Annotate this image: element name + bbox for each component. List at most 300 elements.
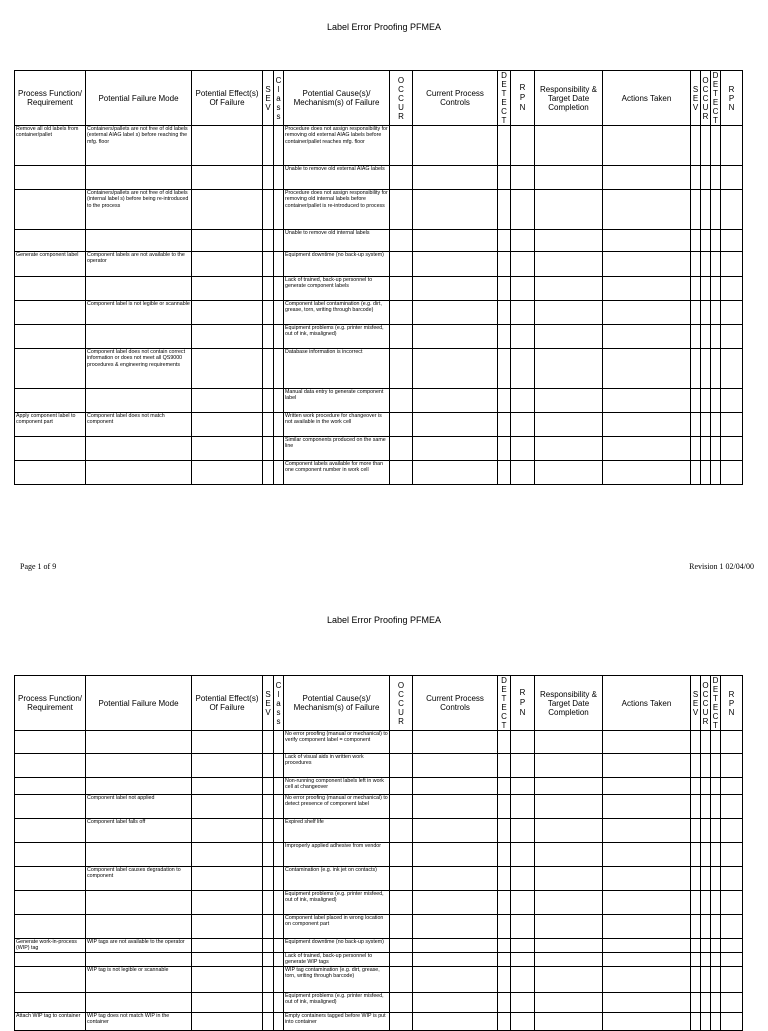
cell-class [274, 778, 284, 795]
cell-occur [390, 1013, 413, 1031]
cell-sev [263, 953, 274, 967]
cell-occur2 [701, 993, 711, 1013]
cell-effect [192, 1013, 263, 1031]
cell-sev [263, 301, 274, 325]
cell-detect [498, 461, 511, 485]
cell-effect [192, 389, 263, 413]
cell-sev [263, 915, 274, 939]
cell-sev2 [691, 413, 701, 437]
header-detect-2: D E T E C T [711, 71, 721, 126]
cell-sev2 [691, 325, 701, 349]
header-actions-taken: Actions Taken [603, 71, 691, 126]
cell-mode: Component label falls off [86, 819, 192, 843]
cell-occur [390, 754, 413, 778]
cell-effect [192, 754, 263, 778]
cell-rpn2 [721, 795, 743, 819]
cell-occur2 [701, 778, 711, 795]
cell-sev [263, 413, 274, 437]
cell-func [15, 967, 86, 993]
cell-controls [413, 277, 498, 301]
cell-rpn2 [721, 190, 743, 230]
cell-effect [192, 461, 263, 485]
pfmea-table-page-2 [14, 675, 743, 1031]
cell-detect [498, 915, 511, 939]
cell-detect2 [711, 843, 721, 867]
cell-mode: WIP tag does not match WIP in the container [86, 1013, 192, 1031]
cell-detect [498, 252, 511, 277]
cell-cause: Non-running component labels left in work cell at changeover [284, 778, 390, 795]
cell-resp [535, 301, 603, 325]
table-row [15, 166, 743, 190]
header-detect: D E T E C T [498, 676, 511, 731]
cell-resp [535, 778, 603, 795]
cell-mode: WIP tags are not available to the operator [86, 939, 192, 953]
cell-occur2 [701, 301, 711, 325]
cell-rpn2 [721, 867, 743, 891]
cell-occur [390, 819, 413, 843]
cell-resp [535, 1013, 603, 1031]
cell-actions [603, 754, 691, 778]
cell-func [15, 301, 86, 325]
cell-controls [413, 915, 498, 939]
cell-mode [86, 891, 192, 915]
cell-occur [390, 915, 413, 939]
header-responsibility: Responsibility & Target Date Completion [535, 676, 603, 731]
cell-controls [413, 166, 498, 190]
cell-detect2 [711, 349, 721, 389]
cell-actions [603, 939, 691, 953]
cell-cause: Similar components produced on the same line [284, 437, 390, 461]
header-occur-2: O C C U R [701, 676, 711, 731]
cell-detect2 [711, 867, 721, 891]
cell-class [274, 915, 284, 939]
header-responsibility: Responsibility & Target Date Completion [535, 71, 603, 126]
cell-class [274, 252, 284, 277]
cell-controls [413, 252, 498, 277]
cell-controls [413, 190, 498, 230]
cell-rpn2 [721, 939, 743, 953]
cell-detect [498, 993, 511, 1013]
cell-class [274, 190, 284, 230]
cell-func [15, 166, 86, 190]
cell-class [274, 126, 284, 166]
cell-func [15, 437, 86, 461]
cell-mode: Component labels are not available to the operator [86, 252, 192, 277]
cell-occur2 [701, 967, 711, 993]
cell-actions [603, 277, 691, 301]
table-row [15, 795, 743, 819]
cell-sev [263, 939, 274, 953]
cell-rpn [511, 967, 535, 993]
cell-mode [86, 778, 192, 795]
cell-detect [498, 754, 511, 778]
cell-actions [603, 967, 691, 993]
cell-rpn [511, 939, 535, 953]
cell-sev2 [691, 795, 701, 819]
cell-actions [603, 166, 691, 190]
cell-cause: No error proofing (manual or mechanical) to detect presence of component label [284, 795, 390, 819]
cell-detect [498, 230, 511, 252]
cell-effect [192, 252, 263, 277]
cell-effect [192, 325, 263, 349]
cell-class [274, 967, 284, 993]
cell-actions [603, 819, 691, 843]
cell-rpn2 [721, 461, 743, 485]
cell-class [274, 891, 284, 915]
cell-rpn2 [721, 1013, 743, 1031]
table-row [15, 939, 743, 953]
cell-effect [192, 126, 263, 166]
cell-detect [498, 437, 511, 461]
cell-rpn2 [721, 778, 743, 795]
cell-detect2 [711, 754, 721, 778]
cell-mode: Component label does not contain correct information or does not meet all QS9000 procedures & engineering requirements [86, 349, 192, 389]
cell-sev2 [691, 252, 701, 277]
cell-mode: Component label not applied [86, 795, 192, 819]
cell-cause: Unable to remove old external AIAG labels [284, 166, 390, 190]
cell-func [15, 230, 86, 252]
header-class: C l a s s [274, 71, 284, 126]
cell-resp [535, 349, 603, 389]
header-failure-mode: Potential Failure Mode [86, 71, 192, 126]
cell-detect2 [711, 953, 721, 967]
cell-actions [603, 993, 691, 1013]
cell-func [15, 778, 86, 795]
header-process-function: Process Function/ Requirement [15, 71, 86, 126]
header-rpn-2: R P N [721, 676, 743, 731]
table-body-page-1 [15, 126, 743, 485]
cell-detect2 [711, 230, 721, 252]
cell-rpn [511, 413, 535, 437]
cell-occur [390, 126, 413, 166]
cell-controls [413, 891, 498, 915]
header-causes: Potential Cause(s)/ Mechanism(s) of Failure [284, 676, 390, 731]
cell-resp [535, 953, 603, 967]
cell-actions [603, 778, 691, 795]
cell-detect2 [711, 413, 721, 437]
table-row [15, 915, 743, 939]
cell-resp [535, 939, 603, 953]
cell-class [274, 1013, 284, 1031]
cell-func [15, 993, 86, 1013]
cell-cause: Component label contamination (e.g. dirt, grease, torn, writing through barcode) [284, 301, 390, 325]
cell-class [274, 389, 284, 413]
cell-sev2 [691, 939, 701, 953]
cell-occur2 [701, 190, 711, 230]
cell-cause: Manual data entry to generate component label [284, 389, 390, 413]
cell-actions [603, 1013, 691, 1031]
cell-detect2 [711, 731, 721, 754]
cell-mode [86, 437, 192, 461]
cell-occur2 [701, 389, 711, 413]
header-row [15, 676, 743, 731]
cell-mode [86, 953, 192, 967]
cell-rpn [511, 993, 535, 1013]
cell-effect [192, 301, 263, 325]
cell-rpn [511, 325, 535, 349]
cell-rpn2 [721, 301, 743, 325]
cell-sev [263, 819, 274, 843]
cell-rpn2 [721, 891, 743, 915]
table-row [15, 389, 743, 413]
cell-rpn [511, 731, 535, 754]
cell-detect [498, 843, 511, 867]
cell-cause: Procedure does not assign responsibility for removing old external AIAG labels before container/pallet reaches mfg. floor [284, 126, 390, 166]
cell-detect2 [711, 325, 721, 349]
cell-occur2 [701, 867, 711, 891]
cell-effect [192, 731, 263, 754]
cell-occur2 [701, 277, 711, 301]
cell-sev [263, 891, 274, 915]
cell-resp [535, 867, 603, 891]
cell-detect2 [711, 190, 721, 230]
cell-cause: Component label placed in wrong location on component part [284, 915, 390, 939]
cell-detect2 [711, 795, 721, 819]
cell-detect [498, 325, 511, 349]
cell-class [274, 731, 284, 754]
cell-effect [192, 230, 263, 252]
cell-class [274, 754, 284, 778]
cell-rpn2 [721, 230, 743, 252]
header-rpn-2: R P N [721, 71, 743, 126]
cell-sev2 [691, 953, 701, 967]
cell-occur [390, 778, 413, 795]
cell-occur [390, 413, 413, 437]
cell-controls [413, 993, 498, 1013]
cell-controls [413, 461, 498, 485]
cell-sev2 [691, 126, 701, 166]
cell-occur2 [701, 953, 711, 967]
cell-occur2 [701, 939, 711, 953]
cell-detect2 [711, 891, 721, 915]
cell-sev [263, 349, 274, 389]
cell-class [274, 953, 284, 967]
cell-controls [413, 126, 498, 166]
cell-detect2 [711, 437, 721, 461]
cell-detect2 [711, 461, 721, 485]
cell-occur [390, 277, 413, 301]
cell-mode [86, 166, 192, 190]
cell-cause: Improperly applied adhesive from vendor [284, 843, 390, 867]
header-controls: Current Process Controls [413, 676, 498, 731]
cell-controls [413, 754, 498, 778]
cell-cause: Empty containers tagged before WIP is put into container [284, 1013, 390, 1031]
cell-cause: Lack of trained, back-up personnel to generate component labels [284, 277, 390, 301]
cell-effect [192, 891, 263, 915]
cell-sev [263, 843, 274, 867]
cell-func [15, 891, 86, 915]
cell-controls [413, 349, 498, 389]
cell-detect [498, 778, 511, 795]
cell-cause: Lack of trained, back-up personnel to generate WIP tags [284, 953, 390, 967]
cell-controls [413, 325, 498, 349]
cell-class [274, 301, 284, 325]
cell-sev2 [691, 301, 701, 325]
cell-mode [86, 731, 192, 754]
cell-detect [498, 953, 511, 967]
table-row [15, 277, 743, 301]
cell-effect [192, 939, 263, 953]
cell-cause: Database information is incorrect [284, 349, 390, 389]
cell-occur2 [701, 1013, 711, 1031]
cell-rpn2 [721, 325, 743, 349]
cell-occur2 [701, 437, 711, 461]
cell-controls [413, 301, 498, 325]
cell-resp [535, 915, 603, 939]
cell-occur [390, 731, 413, 754]
cell-occur [390, 252, 413, 277]
table-row [15, 891, 743, 915]
revision-info: Revision 1 02/04/00 [689, 562, 754, 571]
cell-cause: Lack of visual aids in written work procedures [284, 754, 390, 778]
cell-sev [263, 795, 274, 819]
cell-sev2 [691, 389, 701, 413]
header-sev: S E V [263, 676, 274, 731]
cell-effect [192, 778, 263, 795]
page-number: Page 1 of 9 [20, 562, 57, 571]
cell-func [15, 915, 86, 939]
cell-occur [390, 166, 413, 190]
header-actions-taken: Actions Taken [603, 676, 691, 731]
cell-detect [498, 277, 511, 301]
table-row [15, 461, 743, 485]
cell-rpn [511, 867, 535, 891]
cell-detect [498, 939, 511, 953]
cell-occur2 [701, 325, 711, 349]
cell-resp [535, 754, 603, 778]
cell-effect [192, 413, 263, 437]
cell-sev [263, 993, 274, 1013]
cell-class [274, 819, 284, 843]
cell-occur [390, 437, 413, 461]
cell-occur [390, 843, 413, 867]
cell-sev2 [691, 277, 701, 301]
header-row [15, 71, 743, 126]
cell-detect [498, 795, 511, 819]
cell-effect [192, 993, 263, 1013]
cell-effect [192, 915, 263, 939]
cell-class [274, 843, 284, 867]
cell-rpn [511, 819, 535, 843]
cell-resp [535, 389, 603, 413]
cell-cause: No error proofing (manual or mechanical) to verify component label = component [284, 731, 390, 754]
cell-effect [192, 190, 263, 230]
cell-sev [263, 325, 274, 349]
cell-sev2 [691, 349, 701, 389]
table-row [15, 349, 743, 389]
cell-sev [263, 277, 274, 301]
cell-cause: WIP tag contamination (e.g. dirt, grease, torn, writing through barcode) [284, 967, 390, 993]
table-row [15, 1013, 743, 1031]
cell-sev [263, 867, 274, 891]
cell-actions [603, 301, 691, 325]
cell-resp [535, 795, 603, 819]
cell-rpn [511, 754, 535, 778]
cell-actions [603, 731, 691, 754]
cell-detect2 [711, 126, 721, 166]
cell-actions [603, 389, 691, 413]
cell-class [274, 437, 284, 461]
cell-class [274, 349, 284, 389]
cell-rpn [511, 190, 535, 230]
cell-func [15, 867, 86, 891]
cell-controls [413, 939, 498, 953]
cell-class [274, 277, 284, 301]
table-row [15, 993, 743, 1013]
cell-func: Apply component label to component part [15, 413, 86, 437]
cell-rpn2 [721, 915, 743, 939]
cell-detect [498, 413, 511, 437]
cell-sev2 [691, 819, 701, 843]
cell-actions [603, 953, 691, 967]
pfmea-table-page-1 [14, 70, 743, 485]
cell-sev [263, 190, 274, 230]
cell-effect [192, 166, 263, 190]
cell-func [15, 190, 86, 230]
cell-class [274, 230, 284, 252]
cell-occur2 [701, 461, 711, 485]
cell-cause: Written work procedure for changeover is not available in the work cell [284, 413, 390, 437]
cell-detect2 [711, 939, 721, 953]
cell-controls [413, 867, 498, 891]
header-detect: D E T E C T [498, 71, 511, 126]
cell-occur2 [701, 731, 711, 754]
cell-rpn2 [721, 967, 743, 993]
cell-sev2 [691, 915, 701, 939]
cell-cause: Equipment problems (e.g. printer misfeed, out of ink, misaligned) [284, 993, 390, 1013]
table-row [15, 413, 743, 437]
cell-cause: Expired shelf life [284, 819, 390, 843]
cell-sev2 [691, 1013, 701, 1031]
cell-rpn2 [721, 349, 743, 389]
cell-rpn [511, 230, 535, 252]
cell-resp [535, 891, 603, 915]
cell-sev [263, 754, 274, 778]
cell-detect [498, 967, 511, 993]
cell-rpn [511, 389, 535, 413]
cell-mode [86, 915, 192, 939]
cell-rpn2 [721, 754, 743, 778]
cell-occur2 [701, 915, 711, 939]
cell-rpn2 [721, 843, 743, 867]
header-occur: O C C U R [390, 71, 413, 126]
cell-detect [498, 166, 511, 190]
cell-resp [535, 190, 603, 230]
cell-mode [86, 843, 192, 867]
cell-rpn [511, 891, 535, 915]
cell-resp [535, 252, 603, 277]
cell-func [15, 389, 86, 413]
cell-occur [390, 867, 413, 891]
cell-detect [498, 731, 511, 754]
cell-occur [390, 389, 413, 413]
header-sev: S E V [263, 71, 274, 126]
cell-controls [413, 819, 498, 843]
cell-effect [192, 349, 263, 389]
cell-resp [535, 126, 603, 166]
cell-sev [263, 1013, 274, 1031]
cell-resp [535, 843, 603, 867]
cell-sev2 [691, 230, 701, 252]
cell-resp [535, 731, 603, 754]
cell-actions [603, 349, 691, 389]
cell-resp [535, 993, 603, 1013]
cell-actions [603, 843, 691, 867]
cell-sev [263, 778, 274, 795]
header-effects: Potential Effect(s) Of Failure [192, 676, 263, 731]
cell-sev [263, 731, 274, 754]
cell-func: Generate component label [15, 252, 86, 277]
